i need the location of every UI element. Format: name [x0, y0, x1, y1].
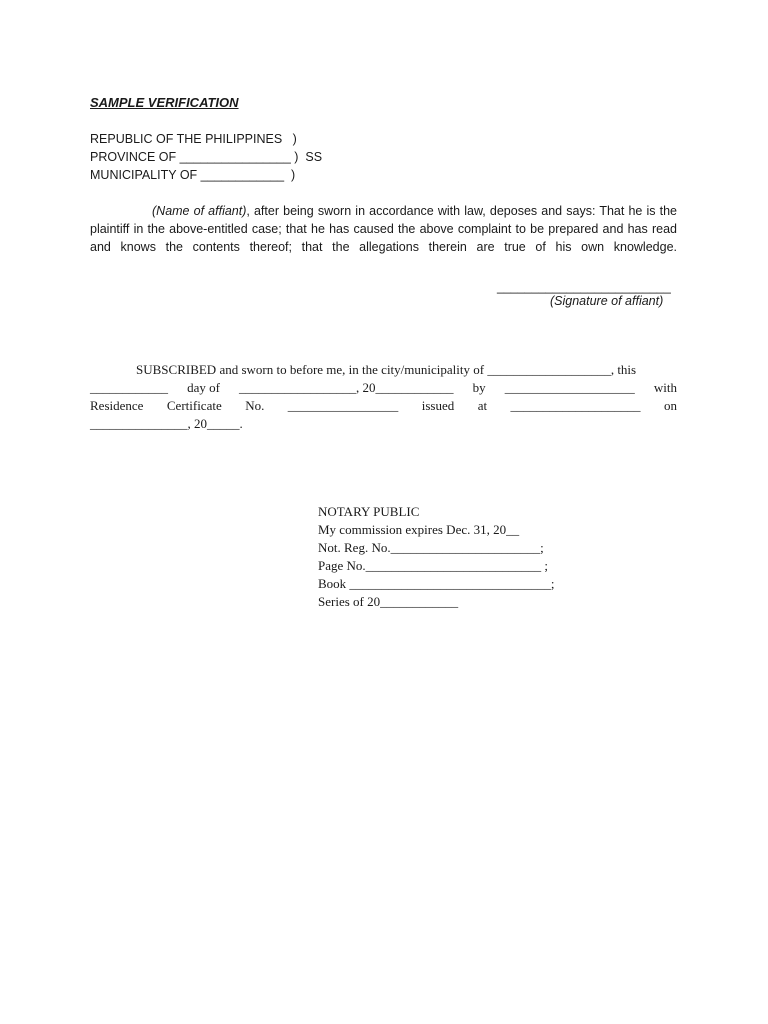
document-title: SAMPLE VERIFICATION — [90, 95, 239, 110]
notary-commission: My commission expires Dec. 31, 20__ — [318, 522, 520, 537]
jurat-block — [90, 361, 677, 433]
jurat-affiant-blank: ____________________ — [504, 380, 635, 395]
jurat-issued-label: issued — [421, 398, 455, 413]
notary-series: Series of 20____________ — [318, 594, 459, 609]
notary-page-no: Page No.___________________________ ; — [318, 558, 549, 573]
jurat-certificate-label: Certificate — [166, 398, 222, 413]
jurat-residence-label: Residence — [90, 398, 144, 413]
jurat-day-label: day of — [187, 380, 220, 395]
jurat-by-label: by — [472, 380, 486, 395]
notary-book: Book _______________________________; — [318, 576, 555, 591]
jurat-at-label: at — [477, 398, 488, 413]
jurat-certificate-blank: _________________ — [287, 398, 399, 413]
venue-block — [90, 130, 322, 184]
venue-line-republic: REPUBLIC OF THE PHILIPPINES ) — [90, 132, 297, 146]
affiant-name-placeholder: (Name of affiant) — [152, 204, 247, 218]
notary-reg-no: Not. Reg. No._______________________; — [318, 540, 544, 555]
jurat-row-2 — [90, 379, 677, 397]
jurat-no-label: No. — [245, 398, 265, 413]
venue-line-province: PROVINCE OF ________________ ) SS — [90, 150, 323, 164]
jurat-row-4 — [90, 415, 677, 433]
jurat-row-3 — [90, 397, 677, 415]
jurat-place-blank: ____________________ — [510, 398, 641, 413]
jurat-with-label: with — [653, 380, 677, 395]
jurat-date-blank: _______________, 20_____. — [90, 416, 243, 431]
affidavit-text: , after being sworn in accordance with law, deposes and says: That he is the plaintiff in the above-entitled case; that he has caused the above complaint to be prepared and has read and knows the contents thereof; that the allegations therein are true of his own knowledge. — [90, 204, 677, 254]
signature-label: (Signature of affiant) — [550, 294, 664, 308]
venue-line-municipality: MUNICIPALITY OF ____________ ) — [90, 168, 296, 182]
jurat-month-year-blank: __________________, 20____________ — [239, 380, 454, 395]
signature-line: _________________________ — [497, 280, 671, 294]
affidavit-paragraph — [90, 202, 677, 256]
jurat-day-blank: ____________ — [90, 380, 168, 395]
jurat-on-label: on — [663, 398, 677, 413]
jurat-row-1-text: SUBSCRIBED and sworn to before me, in the city/municipality of ___________________, this — [136, 362, 637, 377]
jurat-row-1 — [90, 361, 677, 379]
notary-title: NOTARY PUBLIC — [318, 504, 420, 519]
notary-block — [318, 503, 555, 611]
